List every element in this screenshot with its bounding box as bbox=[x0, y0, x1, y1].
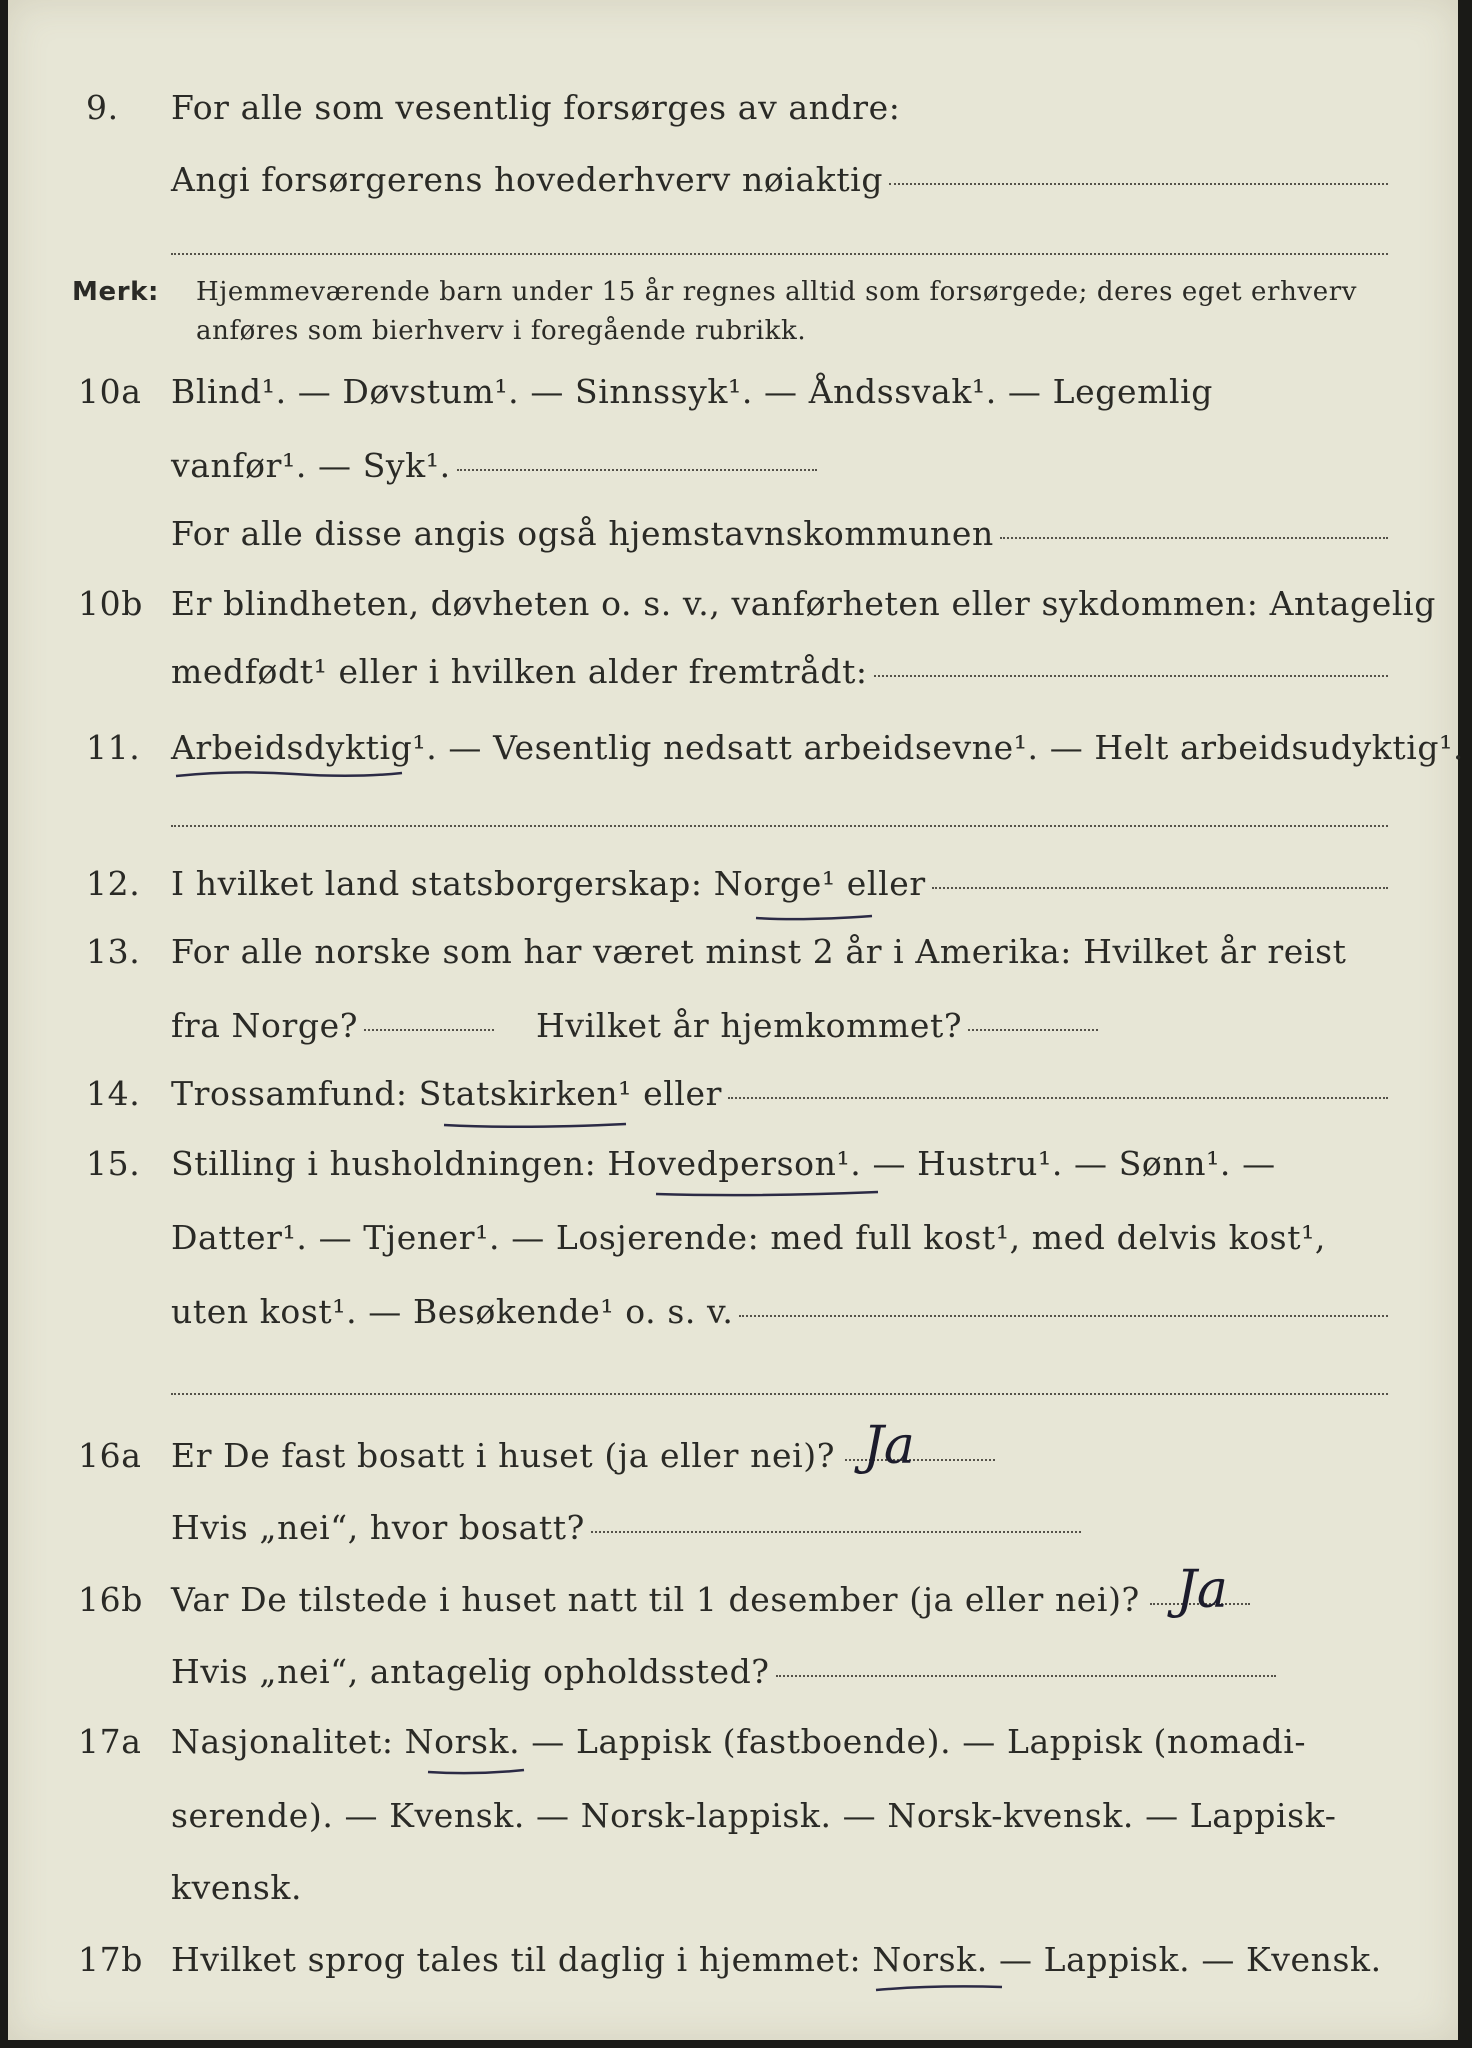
item-9-line-2 bbox=[8, 160, 1458, 216]
form-body bbox=[8, 0, 1465, 2040]
item-number: 16b bbox=[78, 1580, 143, 1619]
note-label: Merk: bbox=[72, 277, 160, 307]
item-10b-line-2 bbox=[8, 652, 1458, 708]
item-number: 15. bbox=[86, 1144, 141, 1183]
census-form-page bbox=[8, 0, 1465, 2040]
answer-field[interactable] bbox=[889, 182, 1388, 185]
item-13-line-2 bbox=[8, 1006, 1458, 1062]
item-16b-line-1 bbox=[8, 1580, 1458, 1636]
item-number: 10b bbox=[78, 584, 143, 623]
question-text: fra Norge? bbox=[171, 1006, 359, 1045]
note-text: anføres som bierhverv i foregående rubrikk. bbox=[196, 316, 807, 346]
answer-field[interactable] bbox=[739, 1314, 1388, 1317]
answer-field[interactable] bbox=[171, 252, 1388, 255]
item-17b-line-1 bbox=[8, 1940, 1458, 1996]
item-number: 11. bbox=[86, 728, 141, 767]
question-text: medfødt¹ eller i hvilken alder fremtrådt: bbox=[171, 652, 868, 691]
answer-field[interactable] bbox=[1000, 536, 1388, 539]
item-14-line-1 bbox=[8, 1074, 1458, 1130]
item-number: 17a bbox=[78, 1722, 142, 1761]
question-text: Angi forsørgerens hovederhverv nøiaktig bbox=[171, 160, 884, 199]
pen-underline bbox=[426, 1766, 526, 1778]
answer-field[interactable] bbox=[968, 1028, 1098, 1031]
question-text: I hvilket land statsborgerskap: Norge¹ eller bbox=[171, 864, 926, 903]
item-number: 17b bbox=[78, 1940, 143, 1979]
pen-underline bbox=[442, 1120, 628, 1132]
item-number: 9. bbox=[86, 88, 119, 127]
question-text: Trossamfund: Statskirken¹ eller bbox=[171, 1074, 723, 1113]
item-15-line-2 bbox=[8, 1218, 1458, 1274]
item-16a-line-2 bbox=[8, 1508, 1458, 1564]
answer-field[interactable] bbox=[171, 824, 1388, 827]
item-number: 10a bbox=[78, 372, 142, 411]
handwritten-answer: Ja bbox=[863, 1416, 915, 1476]
pen-underline bbox=[654, 1188, 880, 1200]
question-text: kvensk. bbox=[171, 1868, 303, 1907]
item-number: 14. bbox=[86, 1074, 141, 1113]
item-number: 16a bbox=[78, 1436, 142, 1475]
item-10b-line-1 bbox=[8, 584, 1458, 640]
question-text: Hvis „nei“, hvor bosatt? bbox=[171, 1508, 585, 1547]
item-13-line-1 bbox=[8, 932, 1458, 988]
answer-field[interactable] bbox=[874, 674, 1388, 677]
item-10a-line-2 bbox=[8, 446, 1458, 502]
pen-underline bbox=[174, 768, 404, 780]
item-9-line-1 bbox=[8, 88, 1458, 144]
question-text: Hvis „nei“, antagelig opholdssted? bbox=[171, 1652, 770, 1691]
item-15-line-3 bbox=[8, 1292, 1458, 1348]
question-text: Er De fast bosatt i huset (ja eller nei)? bbox=[171, 1436, 835, 1475]
question-text: vanfør¹. — Syk¹. bbox=[171, 446, 451, 485]
question-text: uten kost¹. — Besøkende¹ o. s. v. bbox=[171, 1292, 734, 1331]
note-text: Hjemmeværende barn under 15 år regnes alltid som forsørgede; deres eget erhverv bbox=[196, 277, 1358, 307]
question-text: For alle som vesentlig forsørges av andre: bbox=[171, 88, 901, 127]
question-text: Nasjonalitet: Norsk. — Lappisk (fastboende). — Lappisk (nomadi- bbox=[171, 1722, 1307, 1761]
answer-field[interactable] bbox=[591, 1530, 1081, 1533]
answer-field[interactable] bbox=[364, 1028, 494, 1031]
question-text: Stilling i husholdningen: Hovedperson¹. — Hustru¹. — Sønn¹. — bbox=[171, 1144, 1276, 1183]
handwritten-answer: Ja bbox=[1176, 1560, 1228, 1620]
answer-field[interactable] bbox=[776, 1674, 1276, 1677]
note-line-2 bbox=[8, 316, 1458, 372]
item-12-line-1 bbox=[8, 864, 1458, 920]
item-number: 12. bbox=[86, 864, 141, 903]
item-10a-line-3 bbox=[8, 514, 1458, 570]
question-text: Arbeidsdyktig¹. — Vesentlig nedsatt arbeidsevne¹. — Helt arbeidsudyktig¹. bbox=[171, 728, 1465, 767]
item-17a-line-3 bbox=[8, 1868, 1458, 1924]
item-number: 13. bbox=[86, 932, 141, 971]
answer-field[interactable] bbox=[457, 468, 817, 471]
answer-field[interactable] bbox=[728, 1096, 1388, 1099]
question-text: Hvilket sprog tales til daglig i hjemmet: Norsk. — Lappisk. — Kvensk. bbox=[171, 1940, 1382, 1979]
question-text: Datter¹. — Tjener¹. — Losjerende: med full kost¹, med delvis kost¹, bbox=[171, 1218, 1326, 1257]
item-17a-line-1 bbox=[8, 1722, 1458, 1778]
answer-field[interactable] bbox=[932, 886, 1388, 889]
question-text: For alle norske som har været minst 2 år i Amerika: Hvilket år reist bbox=[171, 932, 1347, 971]
question-text: Blind¹. — Døvstum¹. — Sinnssyk¹. — Åndssvak¹. — Legemlig bbox=[171, 372, 1214, 411]
pen-underline bbox=[754, 912, 874, 924]
item-16b-line-2 bbox=[8, 1652, 1458, 1708]
question-text: serende). — Kvensk. — Norsk-lappisk. — Norsk-kvensk. — Lappisk- bbox=[171, 1796, 1337, 1835]
question-text: Var De tilstede i huset natt til 1 desember (ja eller nei)? bbox=[171, 1580, 1140, 1619]
item-16a-line-1 bbox=[8, 1436, 1458, 1492]
item-17a-line-2 bbox=[8, 1796, 1458, 1852]
question-text: Hvilket år hjemkommet? bbox=[536, 1006, 963, 1045]
question-text: For alle disse angis også hjemstavnskommunen bbox=[171, 514, 994, 553]
answer-field[interactable] bbox=[171, 1392, 1388, 1395]
question-text: Er blindheten, døvheten o. s. v., vanførheten eller sykdommen: Antagelig bbox=[171, 584, 1436, 623]
item-10a-line-1 bbox=[8, 372, 1458, 428]
pen-underline bbox=[874, 1982, 1004, 1994]
